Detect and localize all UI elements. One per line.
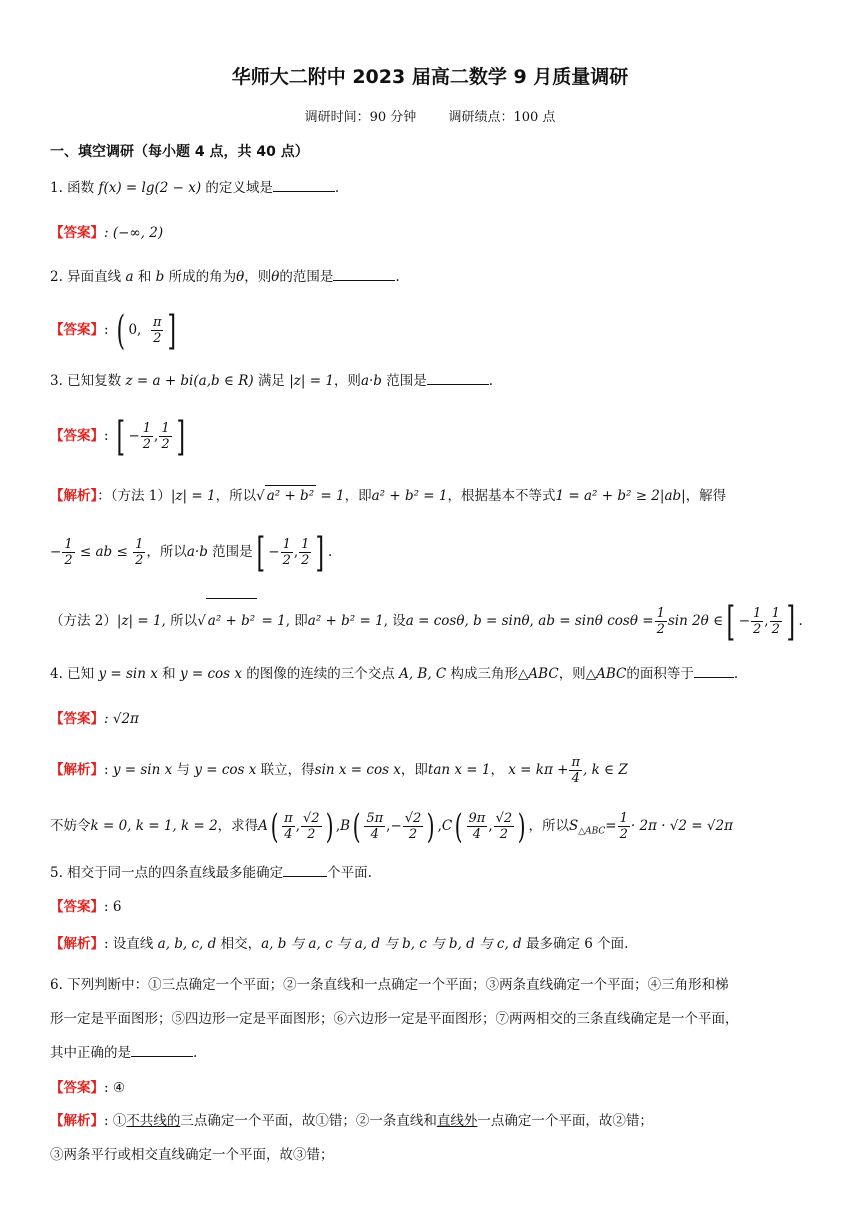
answer-2: 【答案】: ( 0, $\frac{\pi}{2}$ ] [50,307,177,354]
answer-4: 【答案】: √2π [50,711,139,727]
page-title: 华师大二附中 2023 届高二数学 9 月质量调研 [231,66,629,88]
exam-time: 调研时间：90 分钟 [304,110,417,125]
analysis-6: 【解析】: ①不共线的三点确定一个平面，故①错；②一条直线和直线外一点确定一个平面，故②错； [50,1113,653,1129]
analysis-3-method-2: （方法 2）|z| = 1, 所以√ a² + b² = 1, 即a² + b² = 1, 设a = cosθ, b = sinθ, ab = sinθ cosθ = $\frac{1}{2}$ sin 2θ ∈[ − $\frac{1}{2}$ , $\frac{1}{2}$ ] . [50,598,803,645]
question-1: 1. 函数 f(x) = lg(2 − x) 的定义域是 . [50,180,340,196]
exam-score: 调研绩点：100 点 [448,110,556,125]
question-4: 4. 已知 y = sin x 和 y = cos x 的图像的连续的三个交点 A, B, C 构成三角形△ABC，则△ABC的面积等于 . [50,666,739,682]
question-5: 5. 相交于同一点的四条直线最多能确定 个平面. [50,865,372,881]
analysis-3-method-1: 【解析】：（方法 1）|z| = 1，所以√ a² + b² = 1，即a² + b² = 1，根据基本不等式1 = a² + b² ≥ 2|ab|，解得 [50,485,726,506]
answer-blank [273,178,335,192]
analysis-5: 【解析】: 设直线 a, b, c, d 相交，a, b 与 a, c 与 a, d 与 b, c 与 b, d 与 c, d 最多确定 6 个面. [50,936,629,952]
question-6-line-3: 其中正确的是 . [50,1045,198,1061]
question-3: 3. 已知复数 z = a + bi(a,b ∈ R) 满足 |z| = 1，则a·b 范围是 . [50,373,494,389]
section-heading: 一、填空调研（每小题 4 点，共 40 点） [50,144,309,160]
question-2: 2. 异面直线 a 和 b 所成的角为θ，则θ的范围是 . [50,269,400,285]
answer-6: 【答案】: ④ [50,1080,125,1096]
analysis-4: 【解析】: y = sin x 与 y = cos x 联立，得sin x = cos x，即tan x = 1， x = kπ + $\frac{\pi}{4}$ , k ∈ Z [50,755,628,786]
question-6-line-1: 6. 下列判断中：①三点确定一个平面；②一条直线和一点确定一个平面；③两条直线确定一个平面；④三角形和梯 [50,977,729,993]
answer-5: 【答案】: 6 [50,899,122,915]
answer-3: 【答案】: [ − $\frac{1}{2}$ , $\frac{1}{2}$ ] [50,413,185,460]
answer-blank [283,863,327,877]
answer-1: 【答案】: (−∞, 2) [50,225,164,241]
exam-info [0,106,860,125]
analysis-4-cont: 不妨令k = 0, k = 1, k = 2，求得A( $\frac{\pi}{4}$ , $\frac{√2}{2}$ ) ,B( $\frac{5\pi}{4}$ ,− $\frac{√2}{2}$ ) ,C( $\frac{9\pi}{4}$ , $\frac{√2}{2}$ ) ，所以$S_{\triangle ABC}=$ $\frac{1}{2}$ · 2π · √2 = √2π [50,806,733,847]
answer-blank [333,267,395,281]
analysis-3-method-1-cont: − $\frac{1}{2}$ ≤ ab ≤ $\frac{1}{2}$ ，所以a·b 范围是[ − $\frac{1}{2}$ , $\frac{1}{2}$ ] . [50,529,333,576]
answer-blank [427,371,489,385]
analysis-6-cont: ③两条平行或相交直线确定一个平面，故③错； [50,1147,334,1163]
answer-blank [694,664,734,678]
question-6-line-2: 形一定是平面图形；⑤四边形一定是平面图形；⑥六边形一定是平面图形；⑦两两相交的三条直线确定是一个平面， [50,1011,739,1027]
answer-blank [131,1043,193,1057]
